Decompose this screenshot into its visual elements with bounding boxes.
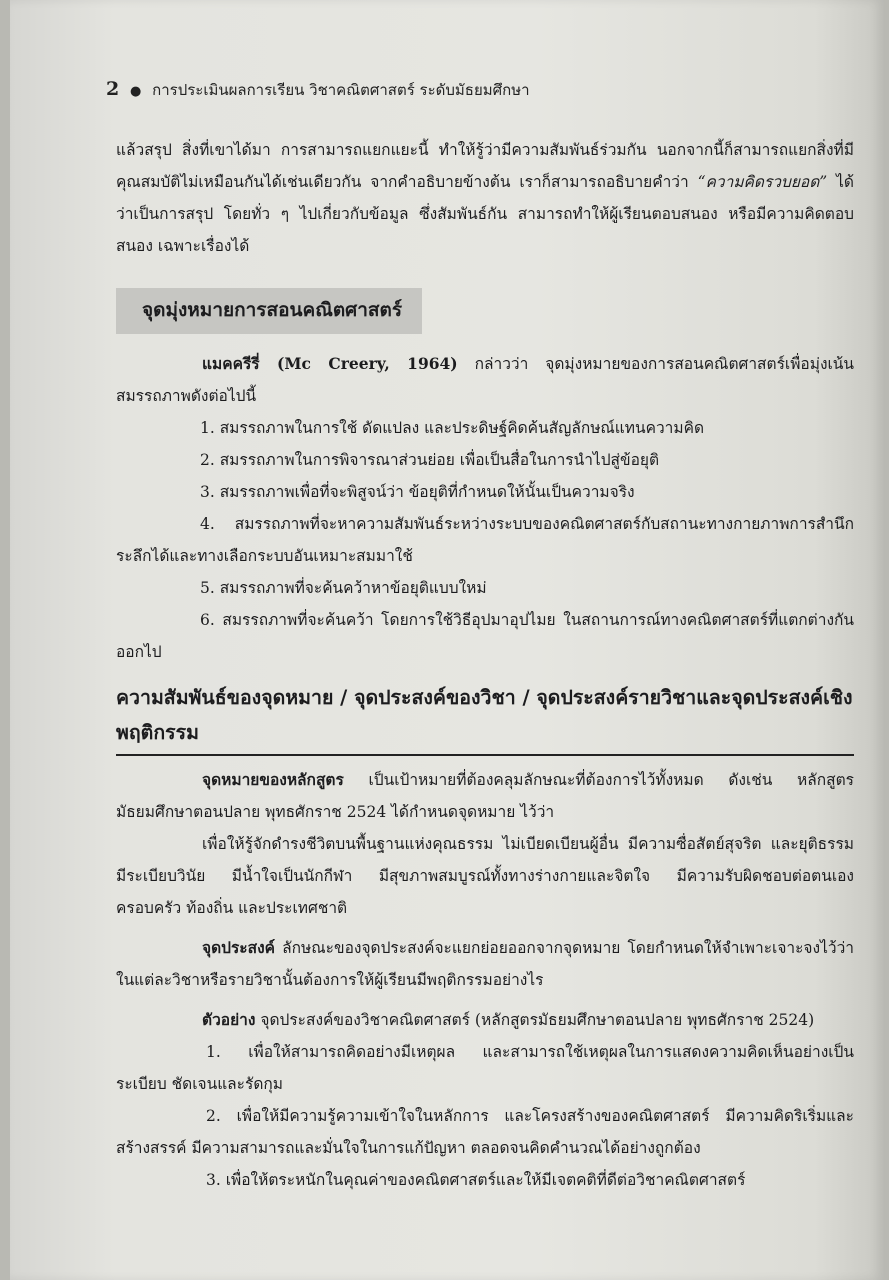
section2-paragraph-4 bbox=[116, 1004, 854, 1036]
intro-text-2: ได้ ว่าเป็นการสรุป โดยทั่ว ๆ ไปเกี่ยวกับข้อมูล ซึ่งสัมพันธ์กัน สามารถทำให้ผู้เรียนตอบสนอง หรือมีความคิดตอบสนอง เฉพาะเรื่องได้ bbox=[116, 173, 854, 255]
bullet-icon: ● bbox=[130, 84, 142, 99]
section2-term-curriculum: จุดหมายของหลักสูตร bbox=[202, 770, 344, 789]
section2-paragraph-2: เพื่อให้รู้จักดำรงชีวิตบนพื้นฐานแห่งคุณธรรม ไม่เบียดเบียนผู้อื่น มีความซื่อสัตย์สุจริต และยุติธรรม มีระเบียบวินัย มีน้ำใจเป็นนักกีฬา มีสุขภาพสมบูรณ์ทั้งทางร่างกายและจิตใจ มีความรับผิดชอบต่อตนเอง ครอบครัว ท้องถิ่น และประเทศชาติ bbox=[116, 835, 854, 917]
intro-paragraph bbox=[116, 134, 854, 262]
section1-item: 2. สมรรถภาพในการพิจารณาส่วนย่อย เพื่อเป็นสื่อในการนำไปสู่ข้อยุติ bbox=[200, 451, 660, 469]
book-title: การประเมินผลการเรียน วิชาคณิตศาสตร์ ระดับมัธยมศึกษา bbox=[152, 81, 530, 99]
section1-item: 3. สมรรถภาพเพื่อที่จะพิสูจน์ว่า ข้อยุติที่กำหนดให้นั้นเป็นความจริง bbox=[200, 483, 635, 501]
running-header bbox=[106, 78, 530, 102]
section2-heading: ความสัมพันธ์ของจุดหมาย / จุดประสงค์ของวิชา / จุดประสงค์รายวิชาและจุดประสงค์เชิงพฤติกรรม bbox=[116, 680, 854, 756]
intro-italic-term: “ความคิดรวบยอด” bbox=[697, 173, 828, 191]
section2-item: 2. เพื่อให้มีความรู้ความเข้าใจในหลักการ และโครงสร้างของคณิตศาสตร์ มีความคิดริเริ่มและสร้างสรรค์ มีความสามารถและมั่นใจในการแก้ปัญหา ตลอดจนคิดคำนวณได้อย่างถูกต้อง bbox=[116, 1107, 854, 1157]
section2-text-4: จุดประสงค์ของวิชาคณิตศาสตร์ (หลักสูตรมัธยมศึกษาตอนปลาย พุทธศักราช 2524) bbox=[255, 1011, 815, 1029]
section2-paragraph-1 bbox=[116, 764, 854, 828]
section1-item: 5. สมรรถภาพที่จะค้นคว้าหาข้อยุติแบบใหม่ bbox=[200, 579, 487, 597]
section1-heading: จุดมุ่งหมายการสอนคณิตศาสตร์ bbox=[116, 288, 422, 334]
page-content bbox=[116, 134, 854, 1196]
section1-item: 1. สมรรถภาพในการใช้ ดัดแปลง และประดิษฐ์คิดค้นสัญลักษณ์แทนความคิด bbox=[200, 419, 705, 437]
section2-text-1: เป็นเป้าหมายที่ต้องคลุมลักษณะที่ต้องการไว้ทั้งหมด ดังเช่น หลักสูตรมัธยมศึกษาตอนปลาย พุทธศักราช 2524 ได้กำหนดจุดหมาย ไว้ว่า bbox=[116, 771, 854, 821]
section2-term-example: ตัวอย่าง bbox=[202, 1010, 256, 1029]
section2-item: 1. เพื่อให้สามารถคิดอย่างมีเหตุผล และสามารถใช้เหตุผลในการแสดงความคิดเห็นอย่างเป็นระเบียบ ชัดเจนและรัดกุม bbox=[116, 1043, 854, 1093]
page-number: 2 bbox=[106, 78, 120, 100]
intro-text-1: แล้วสรุป สิ่งที่เขาได้มา การสามารถแยกแยะนี้ ทำให้รู้ว่ามีความสัมพันธ์ร่วมกัน นอกจากนี้ก็สามารถแยกสิ่งที่มีคุณสมบัติไม่เหมือนกันได้เช่นเดียวกัน จากคำอธิบายข้างต้น เราก็สามารถอธิบายคำว่า bbox=[116, 141, 854, 191]
section1-lead bbox=[116, 348, 854, 412]
book-page bbox=[10, 0, 884, 1280]
section2-item: 3. เพื่อให้ตระหนักในคุณค่าของคณิตศาสตร์และให้มีเจตคติที่ดีต่อวิชาคณิตศาสตร์ bbox=[206, 1171, 746, 1189]
section1-lead-text: กล่าวว่า จุดมุ่งหมายของการสอนคณิตศาสตร์เพื่อมุ่งเน้นสมรรถภาพดังต่อไปนี้ bbox=[116, 355, 854, 405]
section2-term-objective: จุดประสงค์ bbox=[202, 938, 276, 957]
section2-paragraph-3 bbox=[116, 932, 854, 996]
section1-item: 4. สมรรถภาพที่จะหาความสัมพันธ์ระหว่างระบบของคณิตศาสตร์กับสถานะทางกายภาพการสำนึกระลึกได้และทางเลือกระบบอันเหมาะสมมาใช้ bbox=[116, 515, 854, 565]
section1-lead-author: แมคครีรี่ (Mc Creery, 1964) bbox=[202, 354, 458, 373]
section1-item: 6. สมรรถภาพที่จะค้นคว้า โดยการใช้วิธีอุปมาอุปไมย ในสถานการณ์ทางคณิตศาสตร์ที่แตกต่างกันออกไป bbox=[116, 611, 854, 661]
section2-text-3: ลักษณะของจุดประสงค์จะแยกย่อยออกจากจุดหมาย โดยกำหนดให้จำเพาะเจาะจงไว้ว่า ในแต่ละวิชาหรือรายวิชานั้นต้องการให้ผู้เรียนมีพฤติกรรมอย่างไร bbox=[116, 939, 854, 989]
